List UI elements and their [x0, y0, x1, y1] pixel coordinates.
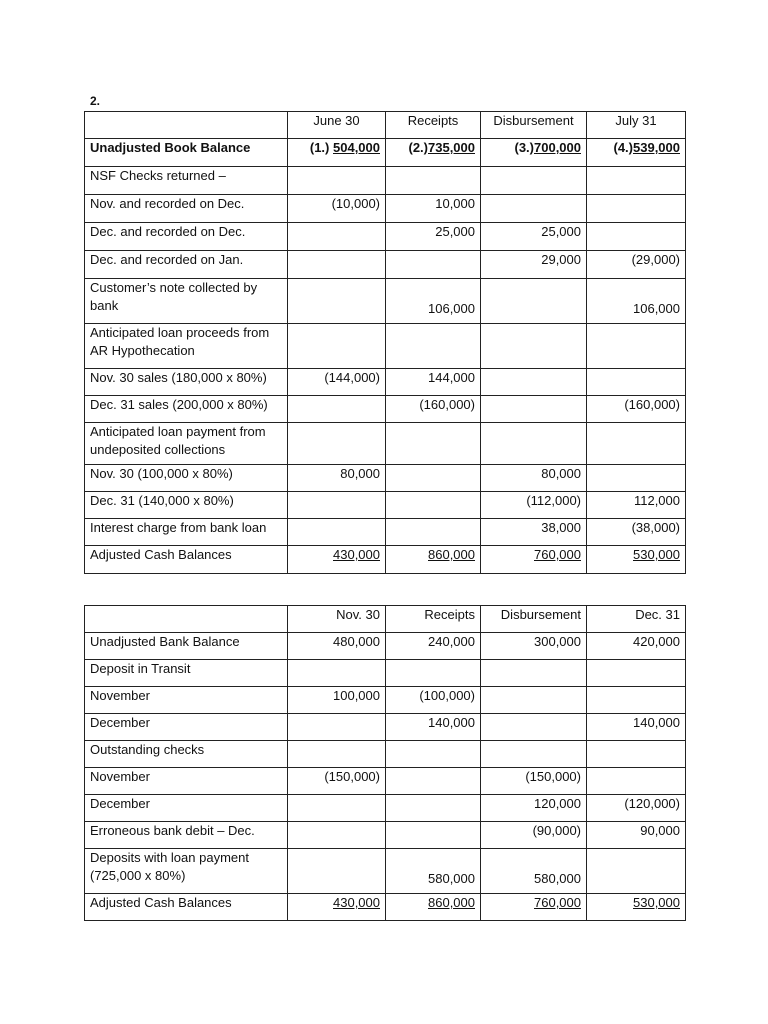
cell-value: 760,000	[534, 895, 581, 910]
table-cell: 90,000	[587, 822, 686, 849]
row-label: December	[85, 714, 288, 741]
table-cell	[386, 795, 481, 822]
table-cell: (10,000)	[288, 195, 386, 223]
table-cell	[386, 768, 481, 795]
table-cell	[386, 324, 481, 369]
cell-value: 860,000	[428, 895, 475, 910]
table-cell	[587, 195, 686, 223]
cell-prefix: (4.)	[613, 140, 633, 155]
table-cell: (160,000)	[386, 396, 481, 423]
table-cell	[386, 519, 481, 546]
table-cell	[288, 894, 386, 921]
table-cell: 25,000	[481, 223, 587, 251]
row-label: Anticipated loan payment from undeposited collections	[85, 423, 288, 465]
row-label: Deposits with loan payment (725,000 x 80%)	[85, 849, 288, 894]
cell-value: 530,000	[633, 547, 680, 562]
table-cell	[288, 714, 386, 741]
cell-value: 860,000	[428, 547, 475, 562]
table-cell	[587, 660, 686, 687]
header-blank	[85, 112, 288, 139]
item-number: 2.	[90, 94, 101, 108]
table-cell	[587, 687, 686, 714]
row-label: Erroneous bank debit – Dec.	[85, 822, 288, 849]
table-cell	[288, 741, 386, 768]
table-cell	[587, 167, 686, 195]
table-cell	[481, 894, 587, 921]
cell-value: 430,000	[333, 547, 380, 562]
table-cell: (144,000)	[288, 369, 386, 396]
header-cell: Dec. 31	[587, 606, 686, 633]
header-cell: July 31	[587, 112, 686, 139]
table-row	[85, 849, 686, 894]
table-cell: 106,000	[587, 279, 686, 324]
table-cell: 120,000	[481, 795, 587, 822]
table-cell	[481, 687, 587, 714]
table-cell	[587, 369, 686, 396]
table-row	[85, 369, 686, 396]
row-label: Deposit in Transit	[85, 660, 288, 687]
table-row	[85, 167, 686, 195]
table-row	[85, 279, 686, 324]
table-row	[85, 633, 686, 660]
table-cell: (90,000)	[481, 822, 587, 849]
cell-value: 735,000	[428, 140, 475, 155]
table-cell	[288, 324, 386, 369]
cell-prefix: (2.)	[408, 140, 428, 155]
table-cell	[288, 546, 386, 574]
table-cell	[481, 396, 587, 423]
table-cell	[481, 423, 587, 465]
row-label: Nov. 30 sales (180,000 x 80%)	[85, 369, 288, 396]
table-cell: 140,000	[386, 714, 481, 741]
cell-value: 700,000	[534, 140, 581, 155]
total-row	[85, 546, 686, 574]
table-cell: 29,000	[481, 251, 587, 279]
cell-value: 504,000	[333, 140, 380, 155]
table-cell	[481, 195, 587, 223]
row-label: Unadjusted Bank Balance	[85, 633, 288, 660]
row-label: Adjusted Cash Balances	[85, 546, 288, 574]
table-cell: (150,000)	[481, 768, 587, 795]
table-cell	[288, 223, 386, 251]
table-row	[85, 687, 686, 714]
table-cell	[587, 324, 686, 369]
row-label: NSF Checks returned –	[85, 167, 288, 195]
table-cell	[386, 139, 481, 167]
row-label: November	[85, 768, 288, 795]
book-reconciliation-table	[84, 111, 686, 574]
table-cell	[386, 251, 481, 279]
table-cell	[481, 546, 587, 574]
cell-value: 530,000	[633, 895, 680, 910]
table-cell	[288, 251, 386, 279]
table-cell	[386, 465, 481, 492]
table-cell	[288, 423, 386, 465]
table-cell	[587, 849, 686, 894]
header-cell: Nov. 30	[288, 606, 386, 633]
table-cell: 144,000	[386, 369, 481, 396]
table-cell	[288, 396, 386, 423]
row-label: Dec. 31 sales (200,000 x 80%)	[85, 396, 288, 423]
table-row	[85, 465, 686, 492]
total-row	[85, 894, 686, 921]
table-cell	[587, 465, 686, 492]
bank-reconciliation-table	[84, 605, 686, 921]
table-cell	[587, 139, 686, 167]
header-row	[85, 112, 686, 139]
cell-value: 760,000	[534, 547, 581, 562]
table-cell: (100,000)	[386, 687, 481, 714]
cell-value: 430,000	[333, 895, 380, 910]
row-label: Interest charge from bank loan	[85, 519, 288, 546]
table-cell: (120,000)	[587, 795, 686, 822]
table-cell	[386, 894, 481, 921]
header-row	[85, 606, 686, 633]
table-cell: 240,000	[386, 633, 481, 660]
table-cell	[587, 423, 686, 465]
table-cell: 580,000	[481, 849, 587, 894]
table-cell	[386, 822, 481, 849]
table-cell	[481, 660, 587, 687]
table-cell	[386, 741, 481, 768]
table-cell: 25,000	[386, 223, 481, 251]
cell-prefix: (3.)	[514, 140, 534, 155]
table-row	[85, 195, 686, 223]
table-cell: 106,000	[386, 279, 481, 324]
table-cell	[587, 741, 686, 768]
row-label: Dec. 31 (140,000 x 80%)	[85, 492, 288, 519]
row-label: Unadjusted Book Balance	[85, 139, 288, 167]
table-cell	[288, 849, 386, 894]
table-cell: 300,000	[481, 633, 587, 660]
table-row	[85, 822, 686, 849]
table-cell	[288, 167, 386, 195]
table-cell: 112,000	[587, 492, 686, 519]
table-cell	[288, 519, 386, 546]
table-cell	[587, 768, 686, 795]
table-cell: 38,000	[481, 519, 587, 546]
table-cell: 420,000	[587, 633, 686, 660]
table-cell: 80,000	[288, 465, 386, 492]
table-cell	[386, 660, 481, 687]
table-row	[85, 714, 686, 741]
table-cell: 480,000	[288, 633, 386, 660]
table-row	[85, 251, 686, 279]
table-row	[85, 660, 686, 687]
table-row	[85, 324, 686, 369]
table-cell	[587, 223, 686, 251]
cell-value: 539,000	[633, 140, 680, 155]
header-blank	[85, 606, 288, 633]
table-cell	[288, 492, 386, 519]
table-cell	[386, 423, 481, 465]
table-cell	[587, 546, 686, 574]
header-cell: Receipts	[386, 112, 481, 139]
table-row	[85, 795, 686, 822]
table-cell: (112,000)	[481, 492, 587, 519]
table-cell	[481, 369, 587, 396]
table-cell	[288, 660, 386, 687]
table-cell: (29,000)	[587, 251, 686, 279]
table-cell	[386, 167, 481, 195]
table-cell	[288, 795, 386, 822]
table-cell: 580,000	[386, 849, 481, 894]
table-cell: 10,000	[386, 195, 481, 223]
table-cell: (38,000)	[587, 519, 686, 546]
table-row	[85, 223, 686, 251]
table-cell	[481, 139, 587, 167]
row-label: Adjusted Cash Balances	[85, 894, 288, 921]
table-cell	[288, 139, 386, 167]
row-label: Dec. and recorded on Dec.	[85, 223, 288, 251]
header-cell: Disbursement	[481, 112, 587, 139]
table-cell	[288, 279, 386, 324]
cell-prefix: (1.)	[309, 140, 333, 155]
header-cell: June 30	[288, 112, 386, 139]
table-row	[85, 423, 686, 465]
row-label: December	[85, 795, 288, 822]
row-label: Nov. 30 (100,000 x 80%)	[85, 465, 288, 492]
table-cell	[288, 822, 386, 849]
table-cell	[386, 546, 481, 574]
table-cell	[481, 279, 587, 324]
table-cell	[386, 492, 481, 519]
table-cell	[587, 894, 686, 921]
table-cell	[481, 741, 587, 768]
header-cell: Disbursement	[481, 606, 587, 633]
table-row	[85, 139, 686, 167]
table-row	[85, 768, 686, 795]
header-cell: Receipts	[386, 606, 481, 633]
row-label: Anticipated loan proceeds from AR Hypothecation	[85, 324, 288, 369]
table-cell: (160,000)	[587, 396, 686, 423]
table-row	[85, 396, 686, 423]
row-label: November	[85, 687, 288, 714]
table-cell	[481, 714, 587, 741]
row-label: Customer’s note collected by bank	[85, 279, 288, 324]
table-cell: 140,000	[587, 714, 686, 741]
table-cell: 100,000	[288, 687, 386, 714]
table-row	[85, 492, 686, 519]
table-cell	[481, 167, 587, 195]
row-label: Dec. and recorded on Jan.	[85, 251, 288, 279]
row-label: Nov. and recorded on Dec.	[85, 195, 288, 223]
table-cell	[481, 324, 587, 369]
table-cell: (150,000)	[288, 768, 386, 795]
row-label: Outstanding checks	[85, 741, 288, 768]
table-cell: 80,000	[481, 465, 587, 492]
table-row	[85, 519, 686, 546]
table-row	[85, 741, 686, 768]
